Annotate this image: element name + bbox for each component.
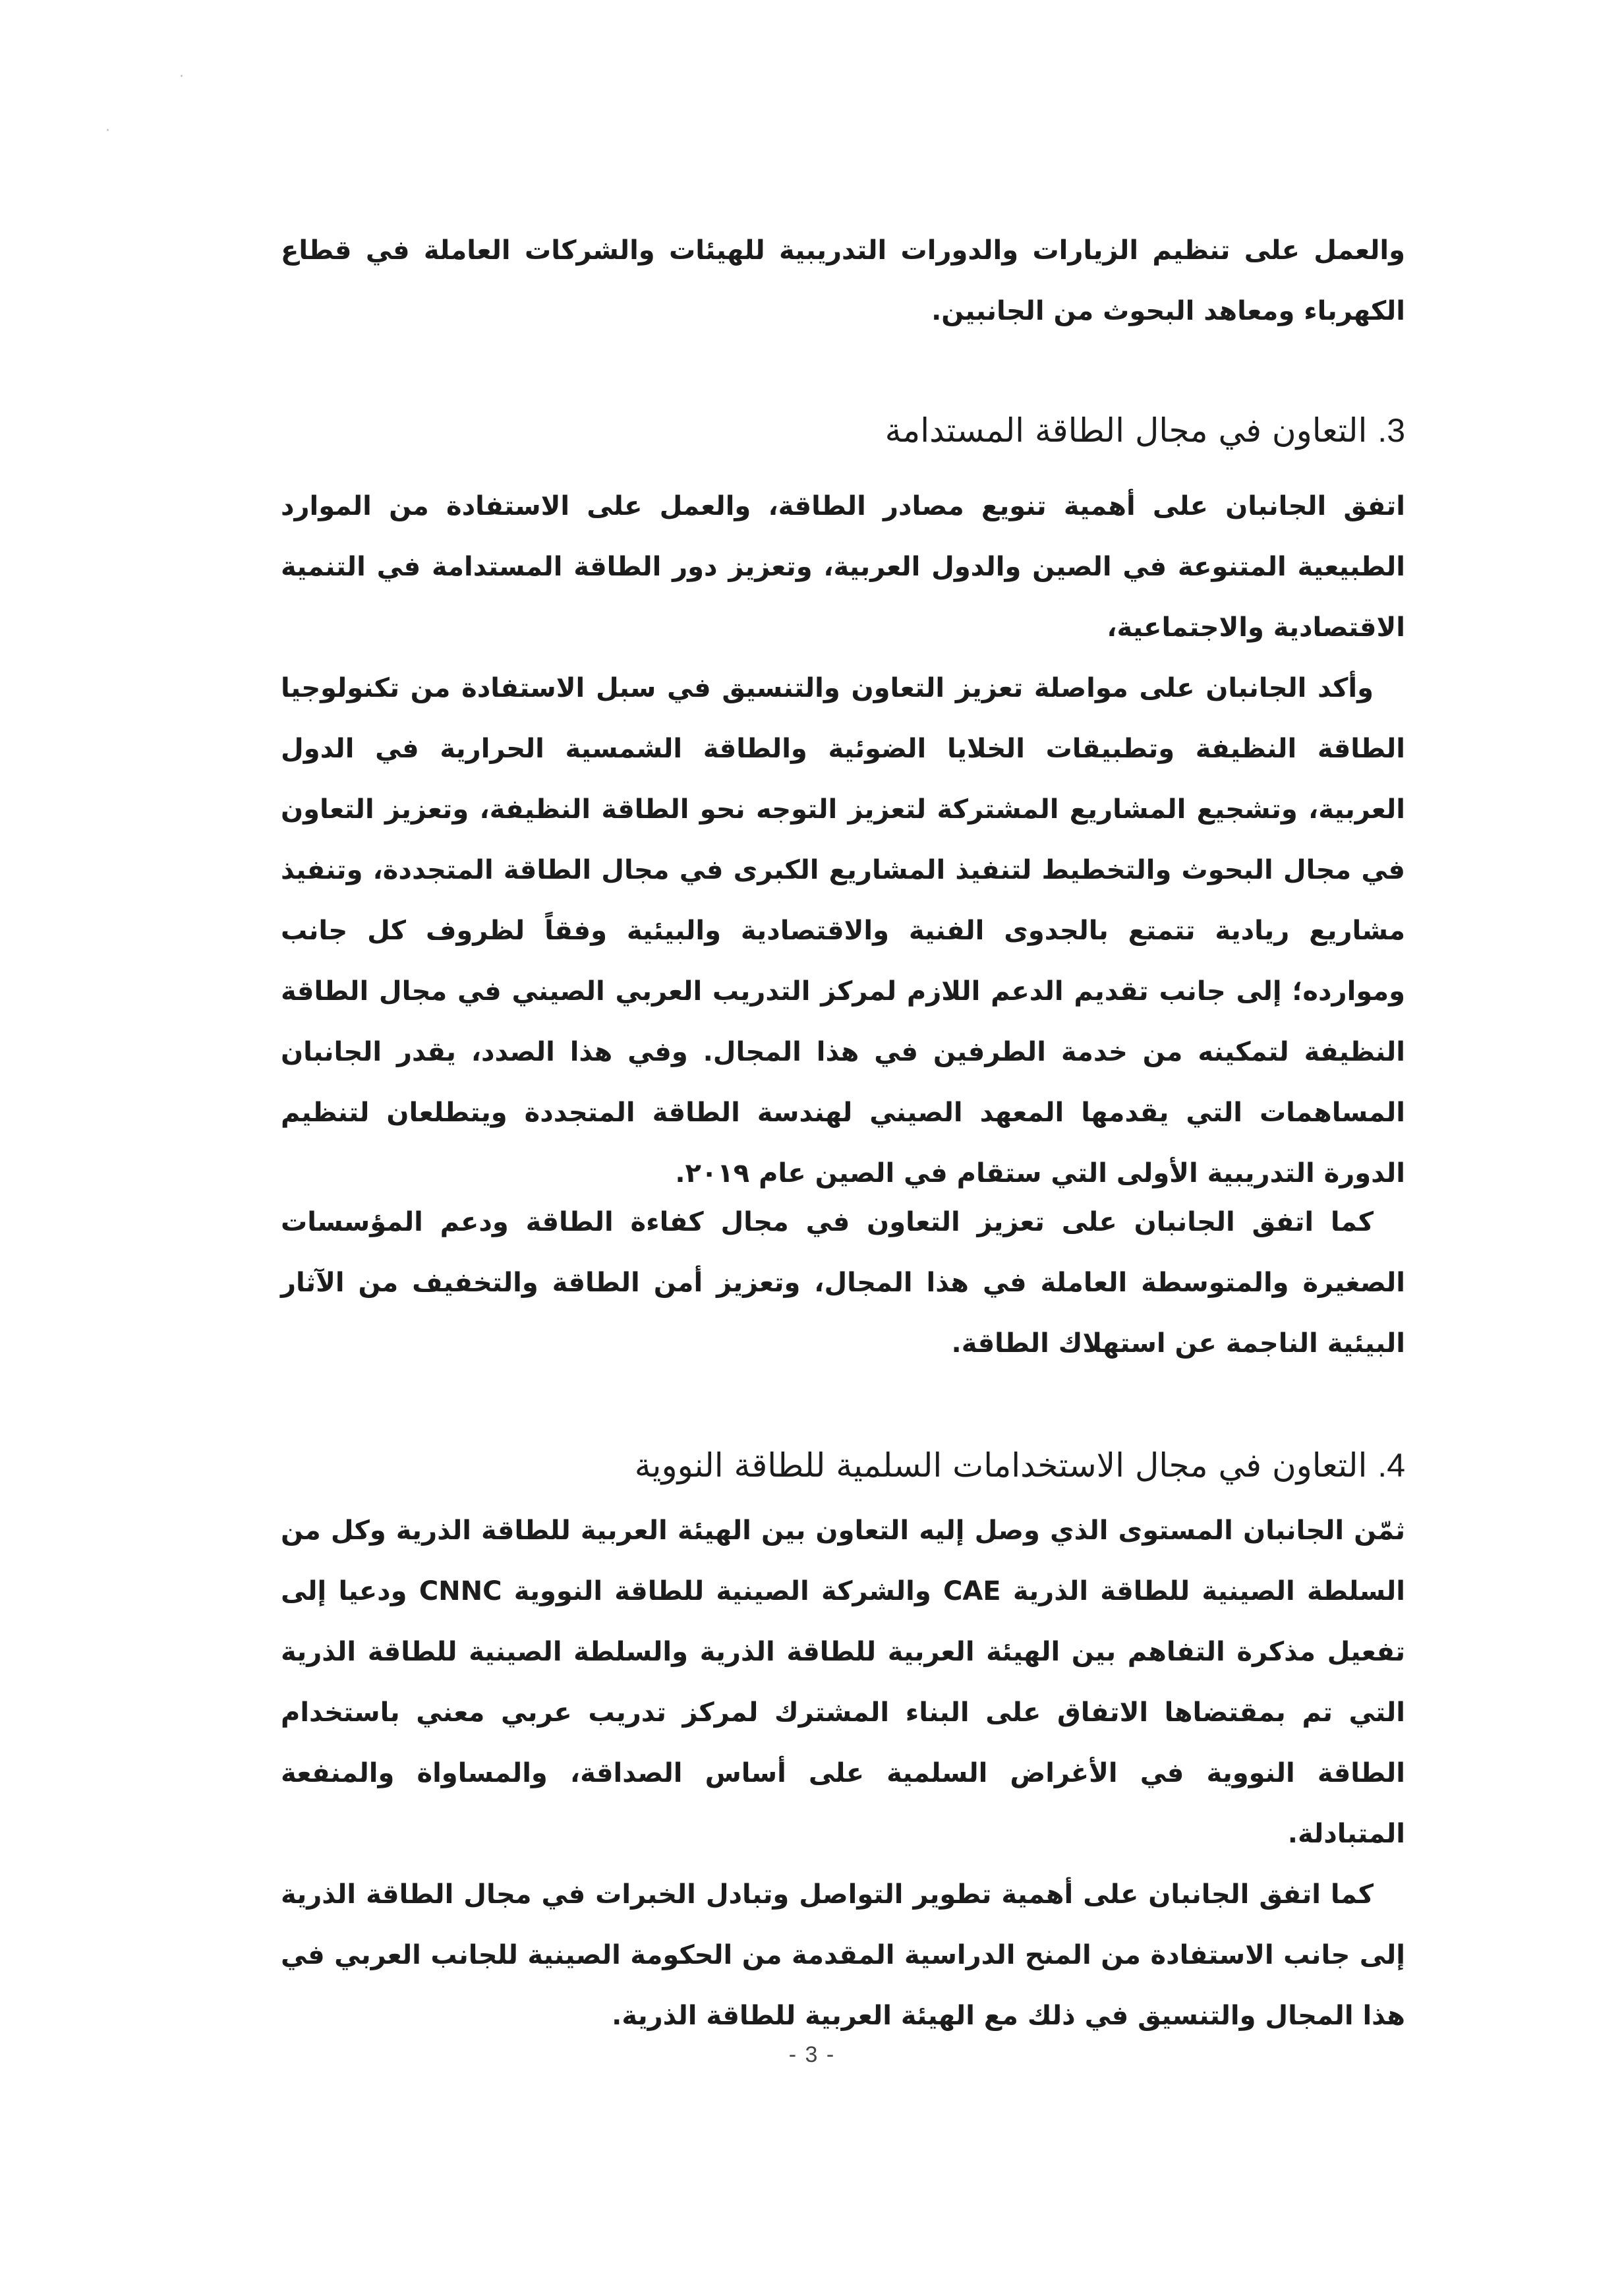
scan-speck: · <box>179 69 184 85</box>
intro-paragraph-block <box>281 220 1405 341</box>
section-4-title: التعاون في مجال الاستخدامات السلمية للطاقة النووية <box>634 1446 1368 1485</box>
section-4-paragraph-2: كما اتفق الجانبان على أهمية تطوير التواصل وتبادل الخبرات في مجال الطاقة الذرية إلى جانب الاستفادة من المنح الدراسية المقدمة من الحكومة الصينية للجانب العربي في هذا المجال والتنسيق في ذلك مع الهيئة العربية للطاقة الذرية. <box>281 1879 1405 2031</box>
section-4-paragraph-1: ثمّن الجانبان المستوى الذي وصل إليه التعاون بين الهيئة العربية للطاقة الذرية وكل من السلطة الصينية للطاقة الذرية CAE والشركة الصينية للطاقة النووية CNNC ودعيا إلى تفعيل مذكرة التفاهم بين الهيئة العربية للطاقة الذرية والسلطة الصينية للطاقة الذرية التي تم بمقتضاها الاتفاق على البناء المشترك لمركز تدريب عربي معني باستخدام الطاقة النووية في الأغراض السلمية على أساس الصداقة، والمساواة والمنفعة المتبادلة. <box>281 1515 1405 1849</box>
intro-paragraph: والعمل على تنظيم الزيارات والدورات التدريبية للهيئات والشركات العاملة في قطاع الكهرباء ومعاهد البحوث من الجانبين. <box>281 235 1405 326</box>
section-3-paragraph-3: كما اتفق الجانبان على تعزيز التعاون في مجال كفاءة الطاقة ودعم المؤسسات الصغيرة والمتوسطة العاملة في هذا المجال، وتعزيز أمن الطاقة والتخفيف من الآثار البيئية الناجمة عن استهلاك الطاقة. <box>281 1207 1405 1359</box>
section-4-heading <box>635 1442 1405 1488</box>
section-3-number: 3. <box>1378 412 1405 449</box>
page-number: - 3 - <box>788 2042 836 2067</box>
section-4-number: 4. <box>1378 1447 1405 1484</box>
section-3-block-a <box>281 476 1405 1204</box>
section-3-block-b <box>281 1192 1405 1374</box>
section-4-block <box>281 1500 1405 2046</box>
scan-speck: · <box>105 123 110 139</box>
section-3-paragraph-2: وأكد الجانبان على مواصلة تعزيز التعاون والتنسيق في سبل الاستفادة من تكنولوجيا الطاقة النظيفة وتطبيقات الخلايا الضوئية والطاقة الشمسية الحرارية في الدول العربية، وتشجيع المشاريع المشتركة لتعزيز التوجه نحو الطاقة النظيفة، وتعزيز التعاون في مجال البحوث والتخطيط لتنفيذ المشاريع الكبرى في مجال الطاقة المتجددة، وتنفيذ مشاريع ريادية تتمتع بالجدوى الفنية والاقتصادية والبيئية وفقاً لظروف كل جانب وموارده؛ إلى جانب تقديم الدعم اللازم لمركز التدريب العربي الصيني في مجال الطاقة النظيفة لتمكينه من خدمة الطرفين في هذا المجال. وفي هذا الصدد، يقدر الجانبان المساهمات التي يقدمها المعهد الصيني لهندسة الطاقة المتجددة ويتطلعان لتنظيم الدورة التدريبية الأولى التي ستقام في الصين عام ٢٠١٩. <box>281 673 1405 1189</box>
section-3-heading <box>885 407 1405 454</box>
section-3-paragraph-1: اتفق الجانبان على أهمية تنويع مصادر الطاقة، والعمل على الاستفادة من الموارد الطبيعية المتنوعة في الصين والدول العربية، وتعزيز دور الطاقة المستدامة في التنمية الاقتصادية والاجتماعية، <box>281 491 1405 643</box>
section-3-title: التعاون في مجال الطاقة المستدامة <box>884 411 1368 450</box>
